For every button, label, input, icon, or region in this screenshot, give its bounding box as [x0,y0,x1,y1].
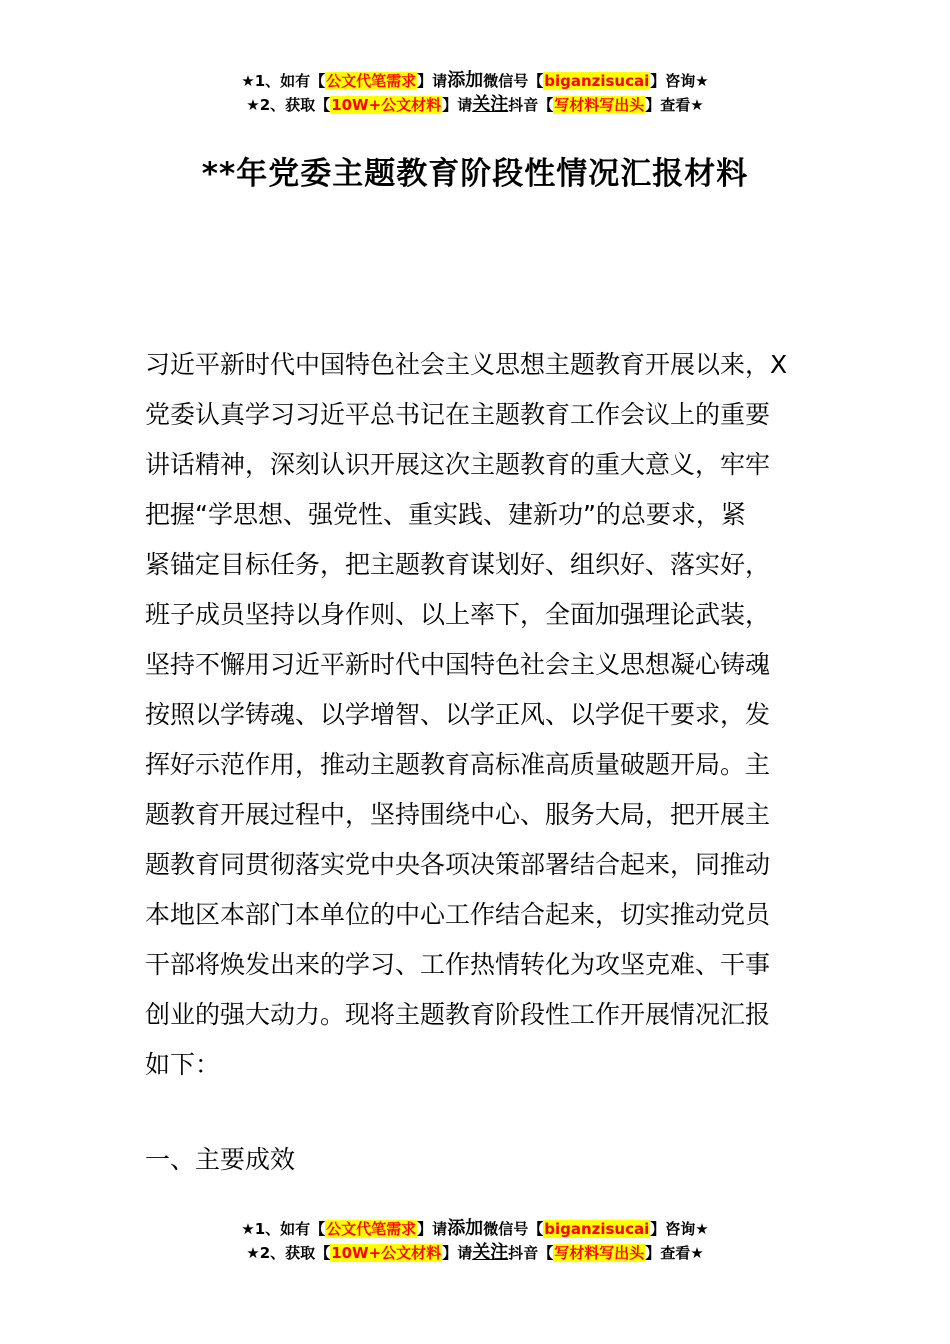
paragraph-line: 班子成员坚持以身作则、以上率下，全面加强理论武装， [145,600,771,629]
banner-highlight: 公文代笔需求 [326,1220,417,1238]
banner-text: 】查看★ [645,1244,704,1262]
banner-text: ★2、获取【 [246,1244,331,1262]
header-banner [0,69,950,117]
banner-line-2 [0,93,950,117]
banner-text: 】咨询★ [650,1220,709,1238]
banner-emphasis: 添加 [447,70,484,91]
paragraph-line: 创业的强大动力。现将主题教育阶段性工作开展情况汇报 [145,1000,771,1029]
banner-line-1 [0,1217,950,1241]
banner-emphasis: 添加 [447,1218,484,1239]
banner-highlight: 公文代笔需求 [326,72,417,90]
banner-text: 抖音【 [508,96,554,114]
document-title: **年党委主题教育阶段性情况汇报材料 [201,156,749,192]
paragraph-line: 干部将焕发出来的学习、工作热情转化为攻坚克难、干事 [145,950,771,979]
banner-text: 】请 [442,96,473,114]
body-paragraph [145,340,810,1090]
paragraph-line: 本地区本部门本单位的中心工作结合起来，切实推动党员 [145,900,771,929]
banner-highlight: 写材料写出头 [554,96,645,114]
banner-text: 】请 [417,1220,448,1238]
banner-highlight: 10W+公文材料 [331,1244,442,1262]
banner-text: 】请 [442,1244,473,1262]
banner-text: 微信号【 [483,72,544,90]
paragraph-line: 坚持不懈用习近平新时代中国特色社会主义思想凝心铸魂 [145,650,771,679]
paragraph-line: 紧锚定目标任务，把主题教育谋划好、组织好、落实好， [145,550,771,579]
paragraph-line: 习近平新时代中国特色社会主义思想主题教育开展以来，X [145,350,788,379]
banner-emphasis: 关注 [472,1242,509,1263]
paragraph-line: 把握“学思想、强党性、重实践、建新功”的总要求，紧 [145,500,746,529]
paragraph-line: 党委认真学习习近平总书记在主题教育工作会议上的重要 [145,400,771,429]
paragraph-line: 题教育开展过程中，坚持围绕中心、服务大局，把开展主 [145,800,771,829]
footer-banner [0,1217,950,1265]
banner-text: 抖音【 [508,1244,554,1262]
banner-text: ★2、获取【 [246,96,331,114]
banner-line-2 [0,1241,950,1265]
paragraph-line: 如下： [145,1050,221,1079]
paragraph-line: 按照以学铸魂、以学增智、以学正风、以学促干要求，发 [145,700,771,729]
banner-line-1 [0,69,950,93]
banner-text: 】咨询★ [650,72,709,90]
paragraph-line: 题教育同贯彻落实党中央各项决策部署结合起来，同推动 [145,850,771,879]
banner-highlight: 写材料写出头 [554,1244,645,1262]
section-heading: 一、主要成效 [145,1145,296,1174]
banner-emphasis: 关注 [472,94,509,115]
banner-highlight: 10W+公文材料 [331,96,442,114]
banner-text: 】请 [417,72,448,90]
banner-text: 微信号【 [483,1220,544,1238]
banner-highlight: biganzisucai [544,1220,650,1238]
paragraph-line: 讲话精神，深刻认识开展这次主题教育的重大意义，牢牢 [145,450,771,479]
banner-text: 】查看★ [645,96,704,114]
paragraph-line: 挥好示范作用，推动主题教育高标准高质量破题开局。主 [145,750,771,779]
banner-text: ★1、如有【 [241,72,326,90]
banner-text: ★1、如有【 [241,1220,326,1238]
banner-highlight: biganzisucai [544,72,650,90]
